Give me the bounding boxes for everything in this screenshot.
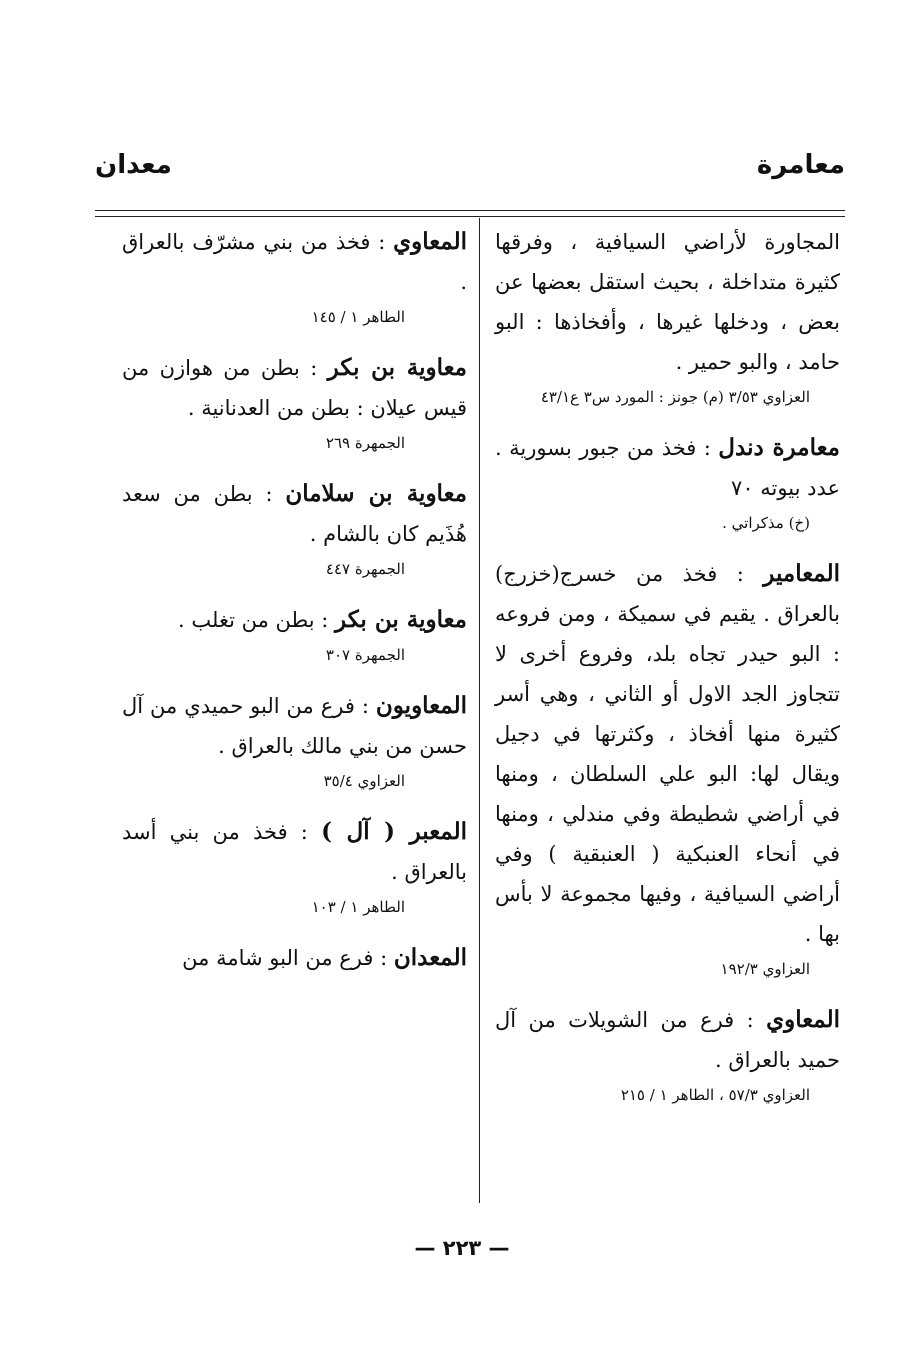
entry <box>122 348 467 456</box>
entry-text <box>122 812 467 892</box>
entry-source: العزاوي ٥٧/٣ ، الطاهر ١ / ٢١٥ <box>620 1086 810 1104</box>
header-right-title: معامرة <box>756 150 845 180</box>
entry-text <box>122 474 467 554</box>
entry <box>495 428 840 536</box>
entry-head: المعاوي <box>766 1006 840 1033</box>
entry-body: : بطن من تغلب . <box>178 608 336 632</box>
entry-head: المعامير <box>763 560 840 587</box>
header-rule <box>95 210 845 211</box>
page-number: — ٢٢٣ — <box>414 1236 510 1260</box>
entry-head: المعدان <box>393 944 467 971</box>
entry-head: المعاويون <box>375 692 467 719</box>
right-column <box>495 222 840 1126</box>
entry-source: العزاوي ٣/٥٣ (م) جونز : المورد س٣ ع٤٣/١ <box>540 388 810 406</box>
entry-head: المعاوي <box>393 228 467 255</box>
entry-body: : فرع من البو شامة من <box>182 946 394 970</box>
entry-text <box>495 554 840 954</box>
entry-text <box>122 600 467 640</box>
entry-body: : فرع من البو حميدي من آل حسن من بني مالك بالعراق . <box>122 694 467 758</box>
entry <box>495 222 840 410</box>
entry-body: : بطن من هوازن من قيس عيلان : بطن من العدنانية . <box>122 356 467 420</box>
header-rule-double <box>95 216 845 217</box>
entry-body: : فخذ من خسرج(خزرج) بالعراق . يقيم في سميكة ، ومن فروعه : البو حيدر تجاه بلد، وفروع أخرى لا تتجاوز الجد الاول أو الثاني ، وهي أسر كثيرة منها أفخاذ ، وكثرتها في دجيل ويقال لها: البو علي السلطان ، ومنها في أراضي شطيطة وفي مندلي ، ومنها في أنحاء العنبكية ( العنبقية ) وفي أراضي السيافية ، وفيها مجموعة لا بأس بها . <box>495 562 840 946</box>
entry-body: : بطن من سعد هُذَيم كان بالشام . <box>122 482 467 546</box>
entry-head: معامرة دندل <box>718 434 840 461</box>
column-divider <box>479 218 480 1203</box>
entry-text <box>495 1000 840 1080</box>
entry <box>122 600 467 668</box>
entry-text <box>122 686 467 766</box>
entry-text <box>495 428 840 508</box>
left-column <box>122 222 467 996</box>
entry-head: معاوية بن بكر <box>335 606 467 633</box>
entry-text <box>122 938 467 978</box>
entry <box>122 812 467 920</box>
entry-source: العزاوي ٣٥/٤ <box>323 772 405 790</box>
entry <box>122 222 467 330</box>
entry <box>122 938 467 978</box>
entry-head: معاوية بن سلامان <box>285 480 467 507</box>
entry-source: العزاوي ١٩٢/٣ <box>720 960 810 978</box>
entry-source: الطاهر ١ / ١٤٥ <box>311 308 405 326</box>
entry <box>122 686 467 794</box>
entry <box>495 1000 840 1108</box>
entry-text <box>122 222 467 302</box>
entry-source: الجمهرة ٢٦٩ <box>325 434 405 452</box>
entry-body: : فخذ من جبور بسورية . عدد بيوته ٧٠ <box>495 436 840 500</box>
entry-body: المجاورة لأراضي السيافية ، وفرقها كثيرة متداخلة ، بحيث استقل بعضها عن بعض ، ودخلها غيرها ، وأفخاذها : البو حامد ، والبو حمير . <box>495 230 840 374</box>
entry-source: الجمهرة ٤٤٧ <box>325 560 405 578</box>
entry-head: معاوية بن بكر <box>327 354 467 381</box>
entry-text <box>495 222 840 382</box>
entry-head: المعبر ( آل ) <box>321 818 467 845</box>
entry-body: : فخذ من بني مشرّف بالعراق . <box>122 230 467 294</box>
entry <box>495 554 840 982</box>
entry <box>122 474 467 582</box>
header-left-title: معدان <box>95 150 172 180</box>
entry-source: الطاهر ١ / ١٠٣ <box>311 898 405 916</box>
entry-body: : فخذ من بني أسد بالعراق . <box>122 820 467 884</box>
entry-text <box>122 348 467 428</box>
entry-body: : فرع من الشويلات من آل حميد بالعراق . <box>495 1008 840 1072</box>
entry-source: الجمهرة ٣٠٧ <box>325 646 405 664</box>
entry-source: (خ) مذكراتي . <box>722 514 810 532</box>
page-header <box>95 150 845 198</box>
